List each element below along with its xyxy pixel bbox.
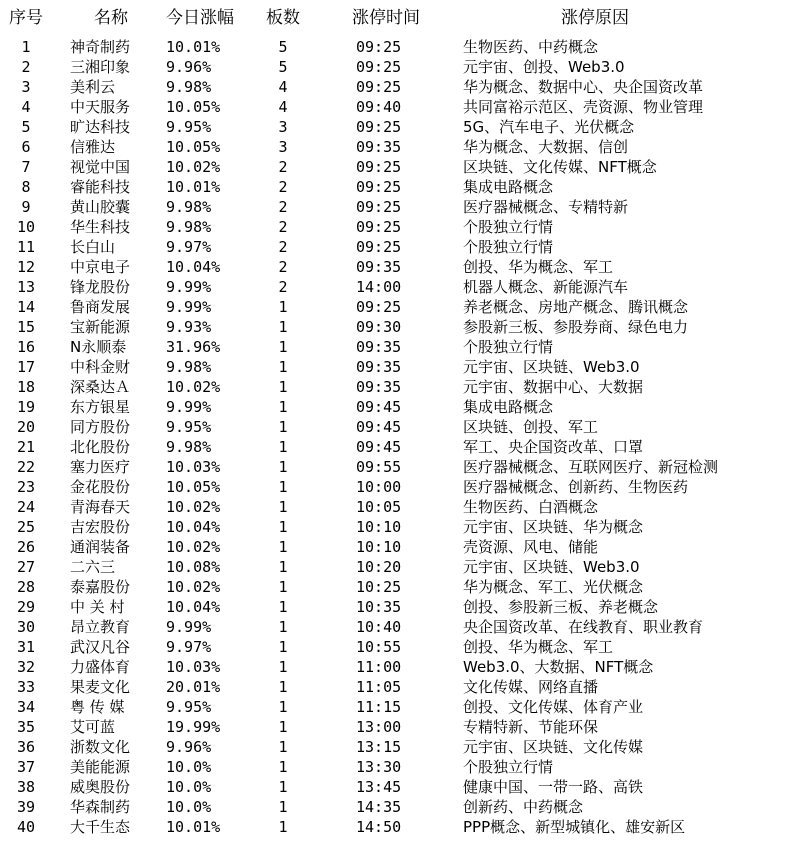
header-index: 序号: [9, 8, 43, 28]
row-index: 29: [16, 598, 36, 616]
board-count: 2: [278, 198, 288, 216]
change-pct: 9.97%: [166, 638, 212, 656]
table-row: [0, 237, 800, 257]
header-time: 涨停时间: [352, 8, 420, 28]
stock-name: 粤 传 媒: [70, 698, 125, 716]
stock-name: 中科金财: [70, 358, 131, 376]
row-index: 22: [16, 458, 36, 476]
change-pct: 9.98%: [166, 358, 212, 376]
table-row: [0, 337, 800, 357]
limit-reason: 参股新三板、参股券商、绿色电力: [463, 318, 689, 336]
row-index: 3: [21, 78, 31, 96]
table-body: [0, 37, 800, 837]
board-count: 1: [278, 738, 288, 756]
stock-name: 威奥股份: [70, 778, 131, 796]
row-index: 20: [16, 418, 36, 436]
change-pct: 10.05%: [166, 478, 221, 496]
row-index: 32: [16, 658, 36, 676]
board-count: 3: [278, 118, 288, 136]
limit-time: 14:50: [356, 818, 402, 836]
limit-time: 11:00: [356, 658, 402, 676]
board-count: 1: [278, 318, 288, 336]
row-index: 39: [16, 798, 36, 816]
limit-reason: 华为概念、军工、光伏概念: [463, 578, 644, 596]
header-boards: 板数: [266, 8, 300, 28]
board-count: 1: [278, 418, 288, 436]
table-row: [0, 457, 800, 477]
board-count: 1: [278, 518, 288, 536]
limit-reason: 共同富裕示范区、壳资源、物业管理: [463, 98, 704, 116]
limit-reason: 区块链、文化传媒、NFT概念: [463, 158, 657, 176]
change-pct: 9.96%: [166, 738, 212, 756]
row-index: 13: [16, 278, 36, 296]
row-index: 9: [21, 198, 31, 216]
row-index: 12: [16, 258, 36, 276]
row-index: 5: [21, 118, 31, 136]
board-count: 1: [278, 498, 288, 516]
stock-name: 武汉凡谷: [70, 638, 131, 656]
header-change: 今日涨幅: [166, 8, 234, 28]
limit-time: 09:35: [356, 138, 402, 156]
header-reason: 涨停原因: [561, 8, 629, 28]
board-count: 1: [278, 478, 288, 496]
limit-reason: 专精特新、节能环保: [463, 718, 599, 736]
change-pct: 31.96%: [166, 338, 221, 356]
change-pct: 20.01%: [166, 678, 221, 696]
table-row: [0, 317, 800, 337]
limit-time: 10:40: [356, 618, 402, 636]
stock-name: 东方银星: [70, 398, 131, 416]
stock-name: 华森制药: [70, 798, 131, 816]
row-index: 23: [16, 478, 36, 496]
board-count: 1: [278, 758, 288, 776]
stock-name: 吉宏股份: [70, 518, 131, 536]
table-row: [0, 257, 800, 277]
table-row: [0, 617, 800, 637]
change-pct: 10.02%: [166, 158, 221, 176]
limit-time: 09:25: [356, 158, 402, 176]
board-count: 1: [278, 578, 288, 596]
table-row: [0, 797, 800, 817]
table-row: [0, 397, 800, 417]
table-row: [0, 537, 800, 557]
change-pct: 9.93%: [166, 318, 212, 336]
stock-name: 锋龙股份: [70, 278, 131, 296]
board-count: 1: [278, 438, 288, 456]
stock-name: 睿能科技: [70, 178, 131, 196]
board-count: 1: [278, 338, 288, 356]
limit-reason: 个股独立行情: [463, 238, 554, 256]
stock-name: 二六三: [70, 558, 116, 576]
limit-reason: 央企国资改革、在线教育、职业教育: [463, 618, 704, 636]
row-index: 17: [16, 358, 36, 376]
stock-name: 长白山: [70, 238, 116, 256]
table-row: [0, 97, 800, 117]
table-row: [0, 577, 800, 597]
row-index: 21: [16, 438, 36, 456]
table-row: [0, 817, 800, 837]
change-pct: 10.01%: [166, 178, 221, 196]
row-index: 2: [21, 58, 31, 76]
board-count: 2: [278, 278, 288, 296]
limit-time: 09:45: [356, 418, 402, 436]
board-count: 1: [278, 818, 288, 836]
limit-time: 09:40: [356, 98, 402, 116]
limit-time: 09:25: [356, 238, 402, 256]
board-count: 5: [278, 38, 288, 56]
board-count: 1: [278, 298, 288, 316]
limit-time: 09:25: [356, 178, 402, 196]
row-index: 24: [16, 498, 36, 516]
stock-name: 鲁商发展: [70, 298, 131, 316]
table-row: [0, 217, 800, 237]
stock-name: 黄山胶囊: [70, 198, 131, 216]
row-index: 31: [16, 638, 36, 656]
row-index: 37: [16, 758, 36, 776]
table-row: [0, 117, 800, 137]
board-count: 1: [278, 398, 288, 416]
change-pct: 10.03%: [166, 658, 221, 676]
change-pct: 10.02%: [166, 498, 221, 516]
limit-reason: 医疗器械概念、专精特新: [463, 198, 629, 216]
limit-time: 10:05: [356, 498, 402, 516]
limit-reason: 元宇宙、区块链、华为概念: [463, 518, 644, 536]
change-pct: 9.95%: [166, 118, 212, 136]
change-pct: 10.04%: [166, 258, 221, 276]
limit-reason: 元宇宙、区块链、文化传媒: [463, 738, 644, 756]
stock-name: 视觉中国: [70, 158, 131, 176]
limit-reason: 元宇宙、区块链、Web3.0: [463, 558, 640, 576]
board-count: 1: [278, 378, 288, 396]
table-row: [0, 737, 800, 757]
limit-reason: 个股独立行情: [463, 218, 554, 236]
limit-reason: 元宇宙、区块链、Web3.0: [463, 358, 640, 376]
table-row: [0, 37, 800, 57]
board-count: 1: [278, 558, 288, 576]
table-row: [0, 437, 800, 457]
change-pct: 9.99%: [166, 298, 212, 316]
change-pct: 9.98%: [166, 438, 212, 456]
limit-time: 13:00: [356, 718, 402, 736]
limit-reason: 创投、文化传媒、体育产业: [463, 698, 644, 716]
stock-name: 华生科技: [70, 218, 131, 236]
stock-name: 北化股份: [70, 438, 131, 456]
limit-time: 09:25: [356, 218, 402, 236]
row-index: 33: [16, 678, 36, 696]
row-index: 26: [16, 538, 36, 556]
board-count: 1: [278, 718, 288, 736]
row-index: 6: [21, 138, 31, 156]
limit-time: 10:00: [356, 478, 402, 496]
limit-time: 09:35: [356, 258, 402, 276]
change-pct: 9.98%: [166, 218, 212, 236]
board-count: 2: [278, 238, 288, 256]
board-count: 1: [278, 698, 288, 716]
change-pct: 10.04%: [166, 598, 221, 616]
table-row: [0, 377, 800, 397]
limit-time: 14:00: [356, 278, 402, 296]
table-row: [0, 357, 800, 377]
limit-time: 09:35: [356, 378, 402, 396]
change-pct: 9.97%: [166, 238, 212, 256]
change-pct: 10.02%: [166, 578, 221, 596]
table-row: [0, 757, 800, 777]
change-pct: 10.02%: [166, 378, 221, 396]
row-index: 1: [21, 38, 31, 56]
limit-reason: 区块链、创投、军工: [463, 418, 599, 436]
row-index: 30: [16, 618, 36, 636]
limit-time: 11:15: [356, 698, 402, 716]
change-pct: 10.04%: [166, 518, 221, 536]
table-row: [0, 597, 800, 617]
table-row: [0, 717, 800, 737]
board-count: 1: [278, 618, 288, 636]
row-index: 14: [16, 298, 36, 316]
stock-name: 中天服务: [70, 98, 131, 116]
change-pct: 10.05%: [166, 98, 221, 116]
limit-reason: 创投、参股新三板、养老概念: [463, 598, 659, 616]
limit-time: 09:25: [356, 198, 402, 216]
limit-reason: 个股独立行情: [463, 338, 554, 356]
stock-name: 三湘印象: [70, 58, 131, 76]
limit-time: 09:55: [356, 458, 402, 476]
board-count: 2: [278, 258, 288, 276]
limit-reason: 军工、央企国资改革、口罩: [463, 438, 644, 456]
table-row: [0, 697, 800, 717]
limit-reason: 生物医药、中药概念: [463, 38, 599, 56]
limit-reason: 创投、华为概念、军工: [463, 258, 614, 276]
change-pct: 9.95%: [166, 418, 212, 436]
row-index: 40: [16, 818, 36, 836]
limit-time: 13:15: [356, 738, 402, 756]
stock-name: 神奇制药: [70, 38, 131, 56]
limit-time: 09:35: [356, 358, 402, 376]
limit-reason: 机器人概念、新能源汽车: [463, 278, 629, 296]
stock-name: 塞力医疗: [70, 458, 131, 476]
limit-reason: 养老概念、房地产概念、腾讯概念: [463, 298, 689, 316]
table-row: [0, 57, 800, 77]
limit-reason: 集成电路概念: [463, 398, 554, 416]
limit-time: 10:10: [356, 538, 402, 556]
row-index: 25: [16, 518, 36, 536]
limit-reason: 文化传媒、网络直播: [463, 678, 599, 696]
table-row: [0, 157, 800, 177]
board-count: 1: [278, 458, 288, 476]
stock-name: 艾可蓝: [70, 718, 116, 736]
limit-reason: 集成电路概念: [463, 178, 554, 196]
stock-name: 泰嘉股份: [70, 578, 131, 596]
table-row: [0, 777, 800, 797]
limit-reason: 创新药、中药概念: [463, 798, 584, 816]
row-index: 10: [16, 218, 36, 236]
limit-reason: 壳资源、风电、储能: [463, 538, 599, 556]
limit-time: 09:25: [356, 118, 402, 136]
change-pct: 10.0%: [166, 798, 212, 816]
limit-time: 09:45: [356, 438, 402, 456]
limit-time: 14:35: [356, 798, 402, 816]
limit-time: 09:35: [356, 338, 402, 356]
stock-name: 信雅达: [70, 138, 116, 156]
limit-reason: Web3.0、大数据、NFT概念: [463, 658, 654, 676]
table-row: [0, 637, 800, 657]
limit-reason: 创投、华为概念、军工: [463, 638, 614, 656]
board-count: 2: [278, 218, 288, 236]
board-count: 1: [278, 598, 288, 616]
row-index: 27: [16, 558, 36, 576]
change-pct: 10.0%: [166, 758, 212, 776]
change-pct: 10.05%: [166, 138, 221, 156]
limit-time: 13:45: [356, 778, 402, 796]
row-index: 15: [16, 318, 36, 336]
header-name: 名称: [94, 8, 128, 28]
limit-reason: 华为概念、大数据、信创: [463, 138, 629, 156]
limit-time: 09:25: [356, 58, 402, 76]
table-row: [0, 497, 800, 517]
change-pct: 9.99%: [166, 618, 212, 636]
stock-name: 宝新能源: [70, 318, 131, 336]
stock-name: N永顺泰: [70, 338, 127, 356]
stock-name: 美利云: [70, 78, 116, 96]
limit-time: 10:25: [356, 578, 402, 596]
limit-time: 09:25: [356, 78, 402, 96]
board-count: 1: [278, 798, 288, 816]
stock-name: 果麦文化: [70, 678, 131, 696]
table-row: [0, 417, 800, 437]
table-header: [0, 0, 800, 34]
change-pct: 9.98%: [166, 198, 212, 216]
limit-reason: 华为概念、数据中心、央企国资改革: [463, 78, 704, 96]
board-count: 1: [278, 678, 288, 696]
row-index: 7: [21, 158, 31, 176]
table-row: [0, 197, 800, 217]
limit-reason: 个股独立行情: [463, 758, 554, 776]
board-count: 1: [278, 658, 288, 676]
limit-time: 11:05: [356, 678, 402, 696]
table-row: [0, 557, 800, 577]
stock-name: 浙数文化: [70, 738, 131, 756]
row-index: 34: [16, 698, 36, 716]
change-pct: 10.0%: [166, 778, 212, 796]
board-count: 5: [278, 58, 288, 76]
change-pct: 10.08%: [166, 558, 221, 576]
stock-name: 中 关 村: [70, 598, 125, 616]
table-row: [0, 137, 800, 157]
change-pct: 9.96%: [166, 58, 212, 76]
change-pct: 10.01%: [166, 38, 221, 56]
table-row: [0, 77, 800, 97]
row-index: 11: [16, 238, 36, 256]
table-row: [0, 277, 800, 297]
board-count: 1: [278, 638, 288, 656]
board-count: 1: [278, 538, 288, 556]
limit-time: 13:30: [356, 758, 402, 776]
limit-time: 09:25: [356, 298, 402, 316]
table-row: [0, 657, 800, 677]
limit-time: 10:35: [356, 598, 402, 616]
change-pct: 10.03%: [166, 458, 221, 476]
row-index: 18: [16, 378, 36, 396]
row-index: 8: [21, 178, 31, 196]
stock-name: 同方股份: [70, 418, 131, 436]
stock-name: 力盛体育: [70, 658, 131, 676]
limit-time: 09:25: [356, 38, 402, 56]
change-pct: 10.02%: [166, 538, 221, 556]
stock-name: 昂立教育: [70, 618, 131, 636]
limit-time: 10:20: [356, 558, 402, 576]
limit-reason: 元宇宙、数据中心、大数据: [463, 378, 644, 396]
change-pct: 10.01%: [166, 818, 221, 836]
stock-name: 金花股份: [70, 478, 131, 496]
limit-reason: 元宇宙、创投、Web3.0: [463, 58, 625, 76]
board-count: 2: [278, 178, 288, 196]
stock-name: 青海春天: [70, 498, 131, 516]
table-row: [0, 677, 800, 697]
row-index: 4: [21, 98, 31, 116]
limit-reason: 5G、汽车电子、光伏概念: [463, 118, 635, 136]
row-index: 35: [16, 718, 36, 736]
table-row: [0, 297, 800, 317]
limit-time: 10:10: [356, 518, 402, 536]
change-pct: 9.95%: [166, 698, 212, 716]
limit-time: 09:45: [356, 398, 402, 416]
row-index: 28: [16, 578, 36, 596]
board-count: 4: [278, 78, 288, 96]
row-index: 19: [16, 398, 36, 416]
board-count: 1: [278, 358, 288, 376]
limit-reason: 医疗器械概念、互联网医疗、新冠检测: [463, 458, 719, 476]
row-index: 38: [16, 778, 36, 796]
stock-name: 美能能源: [70, 758, 131, 776]
stock-name: 旷达科技: [70, 118, 131, 136]
change-pct: 9.99%: [166, 278, 212, 296]
stock-name: 深桑达Ａ: [70, 378, 131, 396]
board-count: 3: [278, 138, 288, 156]
limit-reason: 生物医药、白酒概念: [463, 498, 599, 516]
limit-time: 10:55: [356, 638, 402, 656]
change-pct: 9.99%: [166, 398, 212, 416]
board-count: 1: [278, 778, 288, 796]
change-pct: 9.98%: [166, 78, 212, 96]
board-count: 4: [278, 98, 288, 116]
board-count: 2: [278, 158, 288, 176]
limit-time: 09:30: [356, 318, 402, 336]
table-row: [0, 477, 800, 497]
row-index: 36: [16, 738, 36, 756]
change-pct: 19.99%: [166, 718, 221, 736]
limit-reason: PPP概念、新型城镇化、雄安新区: [463, 818, 686, 836]
stock-name: 通润装备: [70, 538, 131, 556]
table-row: [0, 177, 800, 197]
stock-name: 大千生态: [70, 818, 131, 836]
row-index: 16: [16, 338, 36, 356]
limit-reason: 医疗器械概念、创新药、生物医药: [463, 478, 689, 496]
stock-name: 中京电子: [70, 258, 131, 276]
limit-reason: 健康中国、一带一路、高铁: [463, 778, 644, 796]
table-row: [0, 517, 800, 537]
